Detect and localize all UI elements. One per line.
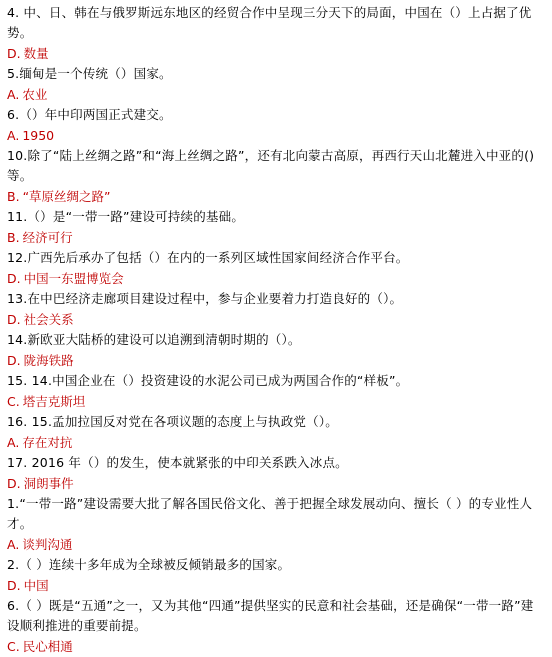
answer-line: [7, 473, 544, 494]
question-item: [7, 64, 544, 105]
question-item: [7, 289, 544, 330]
question-text: 5.缅甸是一个传统（）国家。: [7, 66, 172, 81]
question-item: [7, 412, 544, 453]
question-item: [7, 248, 544, 289]
answer-text: 1950: [22, 128, 55, 143]
answer-text: 农业: [22, 87, 48, 102]
answer-line: [7, 43, 544, 64]
question-item: [7, 596, 544, 657]
answer-text: “草原丝绸之路”: [22, 189, 111, 204]
question-text: 15. 14.中国企业在（）投资建设的水泥公司已成为两国合作的“样板”。: [7, 373, 409, 388]
question-text: 13.在中巴经济走廊项目建设过程中，参与企业要着力打造良好的（）。: [7, 291, 403, 306]
question-item: [7, 105, 544, 146]
answer-letter: D.: [7, 578, 21, 593]
answer-letter: A.: [7, 537, 20, 552]
question-text: 14.新欧亚大陆桥的建设可以追溯到清朝时期的（）。: [7, 332, 301, 347]
answer-line: [7, 432, 544, 453]
answer-letter: A.: [7, 128, 20, 143]
question-item: [7, 371, 544, 412]
question-text: 6.（ ）既是“五通”之一，又为其他“四通”提供坚实的民意和社会基础，还是确保“一带一路”建设顺利推进的重要前提。: [7, 598, 534, 633]
answer-letter: D.: [7, 476, 21, 491]
answer-text: 经济可行: [22, 230, 73, 245]
answer-letter: D.: [7, 271, 21, 286]
answer-letter: C.: [7, 639, 20, 654]
answer-line: [7, 227, 544, 248]
answer-line: [7, 309, 544, 330]
answer-line: [7, 575, 544, 596]
question-text: 1.“一带一路”建设需要大批了解各国民俗文化、善于把握全球发展动向、擅长（ ）的专业性人才。: [7, 496, 533, 531]
answer-text: 洞朗事件: [23, 476, 74, 491]
answer-letter: A.: [7, 87, 20, 102]
question-text: 16. 15.孟加拉国反对党在各项议题的态度上与执政党（）。: [7, 414, 338, 429]
answer-letter: B.: [7, 189, 20, 204]
answer-text: 谈判沟通: [22, 537, 73, 552]
question-item: [7, 494, 544, 555]
answer-letter: D.: [7, 353, 21, 368]
question-item: [7, 555, 544, 596]
question-text: 11.（）是“一带一路”建设可持续的基础。: [7, 209, 245, 224]
answer-text: 民心相通: [22, 639, 73, 654]
answer-line: [7, 84, 544, 105]
answer-line: [7, 391, 544, 412]
answer-text: 陇海铁路: [23, 353, 74, 368]
answer-letter: A.: [7, 435, 20, 450]
question-item: [7, 207, 544, 248]
answer-text: 塔吉克斯坦: [22, 394, 86, 409]
question-item: [7, 453, 544, 494]
answer-text: 中国一东盟博览会: [23, 271, 124, 286]
question-item: [7, 330, 544, 371]
answer-letter: C.: [7, 394, 20, 409]
answer-letter: D.: [7, 46, 21, 61]
question-text: 2.（ ）连续十多年成为全球被反倾销最多的国家。: [7, 557, 291, 572]
answer-line: [7, 350, 544, 371]
answer-line: [7, 268, 544, 289]
answer-line: [7, 186, 544, 207]
answer-line: [7, 534, 544, 555]
answer-letter: B.: [7, 230, 20, 245]
answer-text: 存在对抗: [22, 435, 73, 450]
question-text: 17. 2016 年（）的发生，使本就紧张的中印关系跌入冰点。: [7, 455, 348, 470]
answer-line: [7, 125, 544, 146]
answer-text: 社会关系: [23, 312, 74, 327]
answer-text: 中国: [23, 578, 49, 593]
question-text: 6.（）年中印两国正式建交。: [7, 107, 172, 122]
question-text: 12.广西先后承办了包括（）在内的一系列区域性国家间经济合作平台。: [7, 250, 409, 265]
answer-text: 数量: [23, 46, 49, 61]
answer-line: [7, 636, 544, 657]
question-item: [7, 146, 544, 207]
question-text: 10.除了“陆上丝绸之路”和“海上丝绸之路”，还有北向蒙古高原，再西行天山北麓进入中亚的()等。: [7, 148, 535, 183]
answer-letter: D.: [7, 312, 21, 327]
question-item: [7, 3, 544, 64]
question-text: 4. 中、日、韩在与俄罗斯远东地区的经贸合作中呈现三分天下的局面，中国在（）上占据了优势。: [7, 5, 532, 40]
